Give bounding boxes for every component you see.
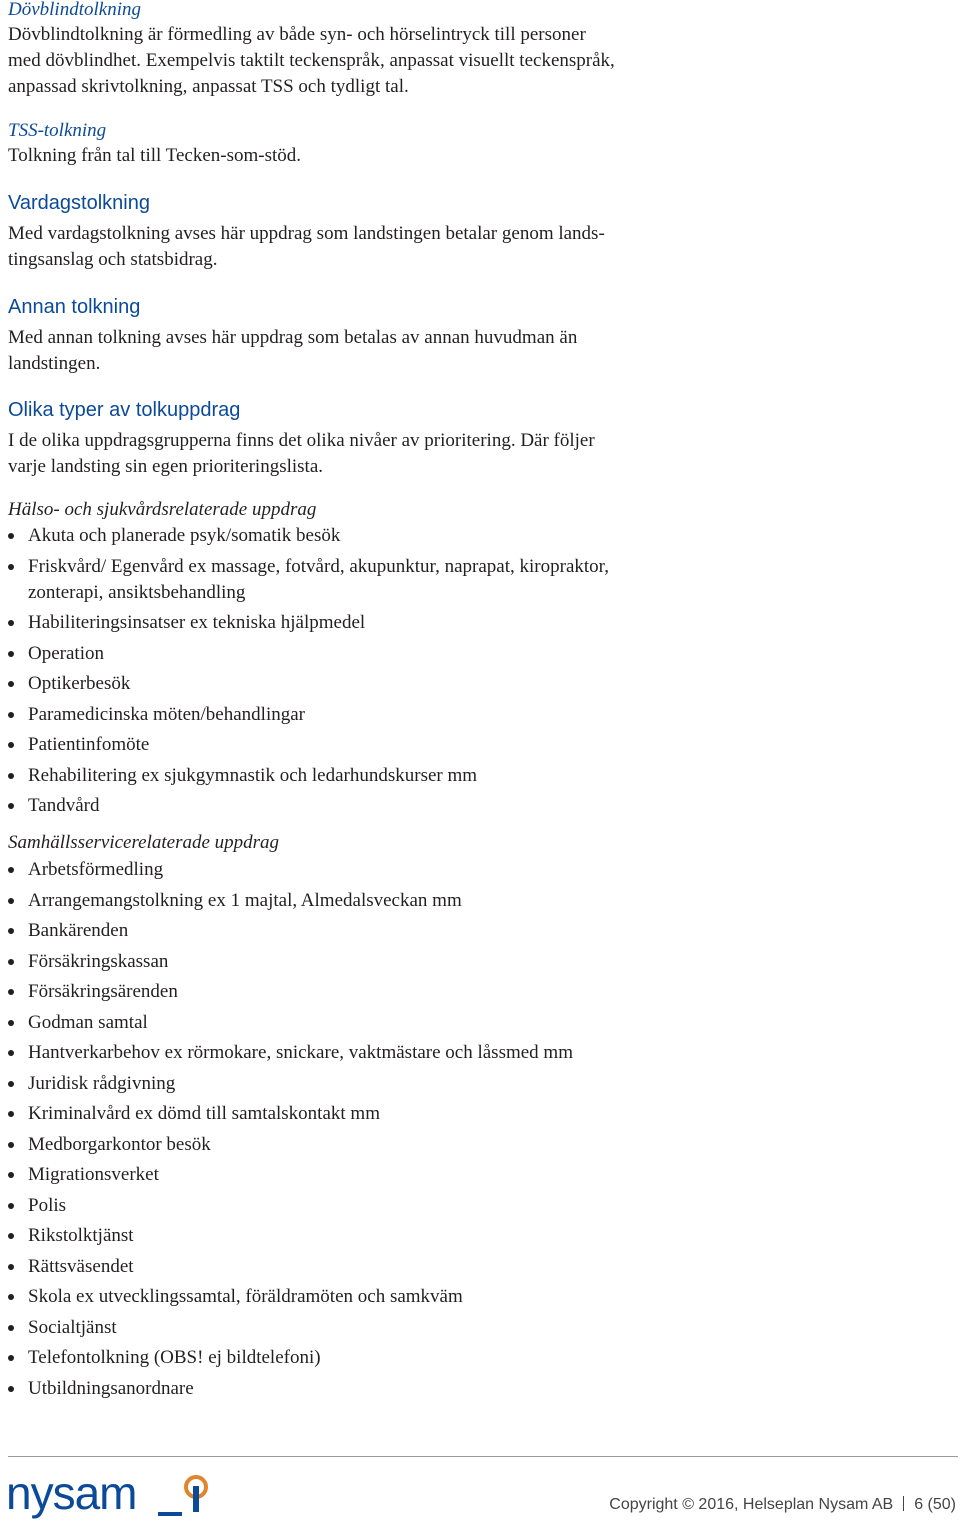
list-item-text xyxy=(28,793,99,819)
list-item-line: Utbildningsanordnare xyxy=(28,1377,194,1399)
bullet-dot xyxy=(8,1050,14,1056)
paragraph-line: Med vardagstolkning avses här uppdrag som landstingen betalar genom lands- xyxy=(8,223,605,244)
list-item-text xyxy=(28,1010,148,1036)
list-item-line: Migrationsverket xyxy=(28,1164,159,1185)
footer-copyright xyxy=(609,1496,956,1514)
list-item-text xyxy=(28,610,365,636)
bullet-dot xyxy=(8,959,14,965)
list-item-line: Kriminalvård ex dömd till samtalskontakt mm xyxy=(28,1103,380,1124)
list-item-text xyxy=(28,949,168,975)
bullet-dot xyxy=(8,898,14,904)
list-item-text xyxy=(28,732,149,758)
paragraph-line: landstingen. xyxy=(8,353,101,374)
bullet-dot xyxy=(8,989,14,995)
list-item-text xyxy=(28,918,128,944)
list-item-line: Rikstolktjänst xyxy=(28,1225,134,1246)
list-item-text xyxy=(28,1040,573,1066)
paragraph-line: varje landsting sin egen prioriteringslista. xyxy=(8,456,324,477)
list-item-text xyxy=(28,641,104,667)
list-item-line: Habiliteringsinsatser ex tekniska hjälpmedel xyxy=(28,612,366,633)
list-item-text xyxy=(28,888,462,914)
list-item-text xyxy=(28,1101,380,1127)
paragraph-line: Med annan tolkning avses här uppdrag som betalas av annan huvudman än xyxy=(8,327,578,348)
list-item-text xyxy=(28,1071,175,1097)
heading-tss-tolkning: TSS-tolkning xyxy=(8,120,107,141)
page-number: 6 (50) xyxy=(914,1496,956,1513)
heading-vardagstolkning: Vardagstolkning xyxy=(8,192,150,214)
list-item-line: Socialtjänst xyxy=(28,1316,117,1338)
bullet-dot xyxy=(8,533,14,539)
list-item-text xyxy=(28,1345,321,1371)
paragraph-line: med dövblindhet. Exempelvis taktilt teckenspråk, anpassat visuellt teckenspråk, xyxy=(8,50,615,71)
bullet-dot xyxy=(8,1294,14,1300)
bullet-dot xyxy=(8,1111,14,1117)
bullet-dot xyxy=(8,1081,14,1087)
paragraph-line: Dövblindtolkning är förmedling av både syn- och hörselintryck till personer xyxy=(8,24,586,45)
list-item-text xyxy=(28,763,477,789)
list-item-line: Bankärenden xyxy=(28,920,129,941)
bullet-dot xyxy=(8,1355,14,1361)
paragraph-dovblindtolkning xyxy=(8,22,708,100)
bullet-dot xyxy=(8,1203,14,1209)
bullet-dot xyxy=(8,1142,14,1148)
list-item-text xyxy=(28,523,340,549)
list-item-line: Akuta och planerade psyk/somatik besök xyxy=(28,525,341,546)
list-item-text xyxy=(28,1315,117,1341)
bullet-dot xyxy=(8,681,14,687)
list-item-line: Patientinfomöte xyxy=(28,734,150,755)
bullet-dot xyxy=(8,712,14,718)
list-item-line: Hantverkarbehov ex rörmokare, snickare, vaktmästare och låssmed mm xyxy=(28,1042,573,1063)
list-item-text xyxy=(28,1132,211,1158)
bullet-dot xyxy=(8,1325,14,1331)
list-item-text xyxy=(28,671,130,697)
heading-annan-tolkning: Annan tolkning xyxy=(8,296,141,318)
list-item-line: Skola ex utvecklingssamtal, föräldramöten och samkväm xyxy=(28,1286,463,1307)
heading-olika-typer: Olika typer av tolkuppdrag xyxy=(8,399,241,421)
bullet-dot xyxy=(8,867,14,873)
list-item-line: Försäkringsärenden xyxy=(28,981,178,1002)
list-item-text xyxy=(28,1376,194,1402)
footer-separator xyxy=(903,1496,904,1511)
paragraph-line: tingsanslag och statsbidrag. xyxy=(8,249,218,270)
list-item-text xyxy=(28,1223,134,1249)
list-item-line: Optikerbesök xyxy=(28,673,131,694)
list-item-text xyxy=(28,702,305,728)
paragraph-vardagstolkning xyxy=(8,221,708,273)
list-item-line: Juridisk rådgivning xyxy=(28,1072,176,1094)
list-item-text xyxy=(28,1284,463,1310)
bullet-dot xyxy=(8,1233,14,1239)
logo-text: nysam xyxy=(6,1467,137,1519)
list-item-line: Operation xyxy=(28,642,104,664)
bullet-dot xyxy=(8,773,14,779)
paragraph-line: Tolkning från tal till Tecken-som-stöd. xyxy=(8,145,302,166)
bullet-dot xyxy=(8,803,14,809)
bullet-dot xyxy=(8,1264,14,1270)
list-item-line: Friskvård/ Egenvård ex massage, fotvård, akupunktur, naprapat, kiropraktor, xyxy=(28,555,609,577)
list-item-text xyxy=(28,1193,66,1219)
bullet-dot xyxy=(8,742,14,748)
list-item-line: Tandvård xyxy=(28,795,100,816)
list-item-text xyxy=(28,554,609,606)
heading-samhallsservice: Samhällsservicerelaterade uppdrag xyxy=(8,832,280,853)
paragraph-line: I de olika uppdragsgrupperna finns det olika nivåer av prioritering. Där följer xyxy=(8,430,595,451)
list-item-line: Medborgarkontor besök xyxy=(28,1133,211,1155)
bullet-dot xyxy=(8,620,14,626)
list-item-line: Rättsväsendet xyxy=(28,1255,134,1277)
paragraph-annan-tolkning xyxy=(8,325,708,377)
bullet-dot xyxy=(8,928,14,934)
heading-dovblindtolkning: Dövblindtolkning xyxy=(8,0,141,20)
list-item-line: Försäkringskassan xyxy=(28,950,169,972)
bullet-dot xyxy=(8,1172,14,1178)
list-item-line: Arrangemangstolkning ex 1 majtal, Almedalsveckan mm xyxy=(28,889,462,911)
list-item-text xyxy=(28,1162,159,1188)
list-item-line: Telefontolkning (OBS! ej bildtelefoni) xyxy=(28,1347,321,1368)
paragraph-line: anpassad skrivtolkning, anpassat TSS och tydligt tal. xyxy=(8,76,409,97)
list-item-text xyxy=(28,1254,134,1280)
list-item-line: Rehabilitering ex sjukgymnastik och ledarhundskurser mm xyxy=(28,764,478,786)
nysam-logo xyxy=(6,1467,206,1520)
copyright-text: Copyright © 2016, Helseplan Nysam AB xyxy=(609,1496,894,1513)
list-item-line: Polis xyxy=(28,1194,67,1216)
list-item-line: Godman samtal xyxy=(28,1011,148,1033)
bullet-dot xyxy=(8,651,14,657)
list-item-line: Paramedicinska möten/behandlingar xyxy=(28,703,305,725)
bullet-dot xyxy=(8,564,14,570)
bullet-dot xyxy=(8,1386,14,1392)
list-item-text xyxy=(28,979,178,1005)
footer-divider xyxy=(8,1456,958,1457)
keyhole-icon xyxy=(156,1474,212,1518)
bullet-dot xyxy=(8,1020,14,1026)
list-item-text xyxy=(28,857,163,883)
paragraph-tss-tolkning xyxy=(8,143,708,169)
paragraph-olika-typer xyxy=(8,428,708,480)
list-item-line: zonterapi, ansiktsbehandling xyxy=(28,581,246,603)
heading-halso-sjukvard: Hälso- och sjukvårdsrelaterade uppdrag xyxy=(8,499,317,520)
list-item-line: Arbetsförmedling xyxy=(28,859,164,880)
